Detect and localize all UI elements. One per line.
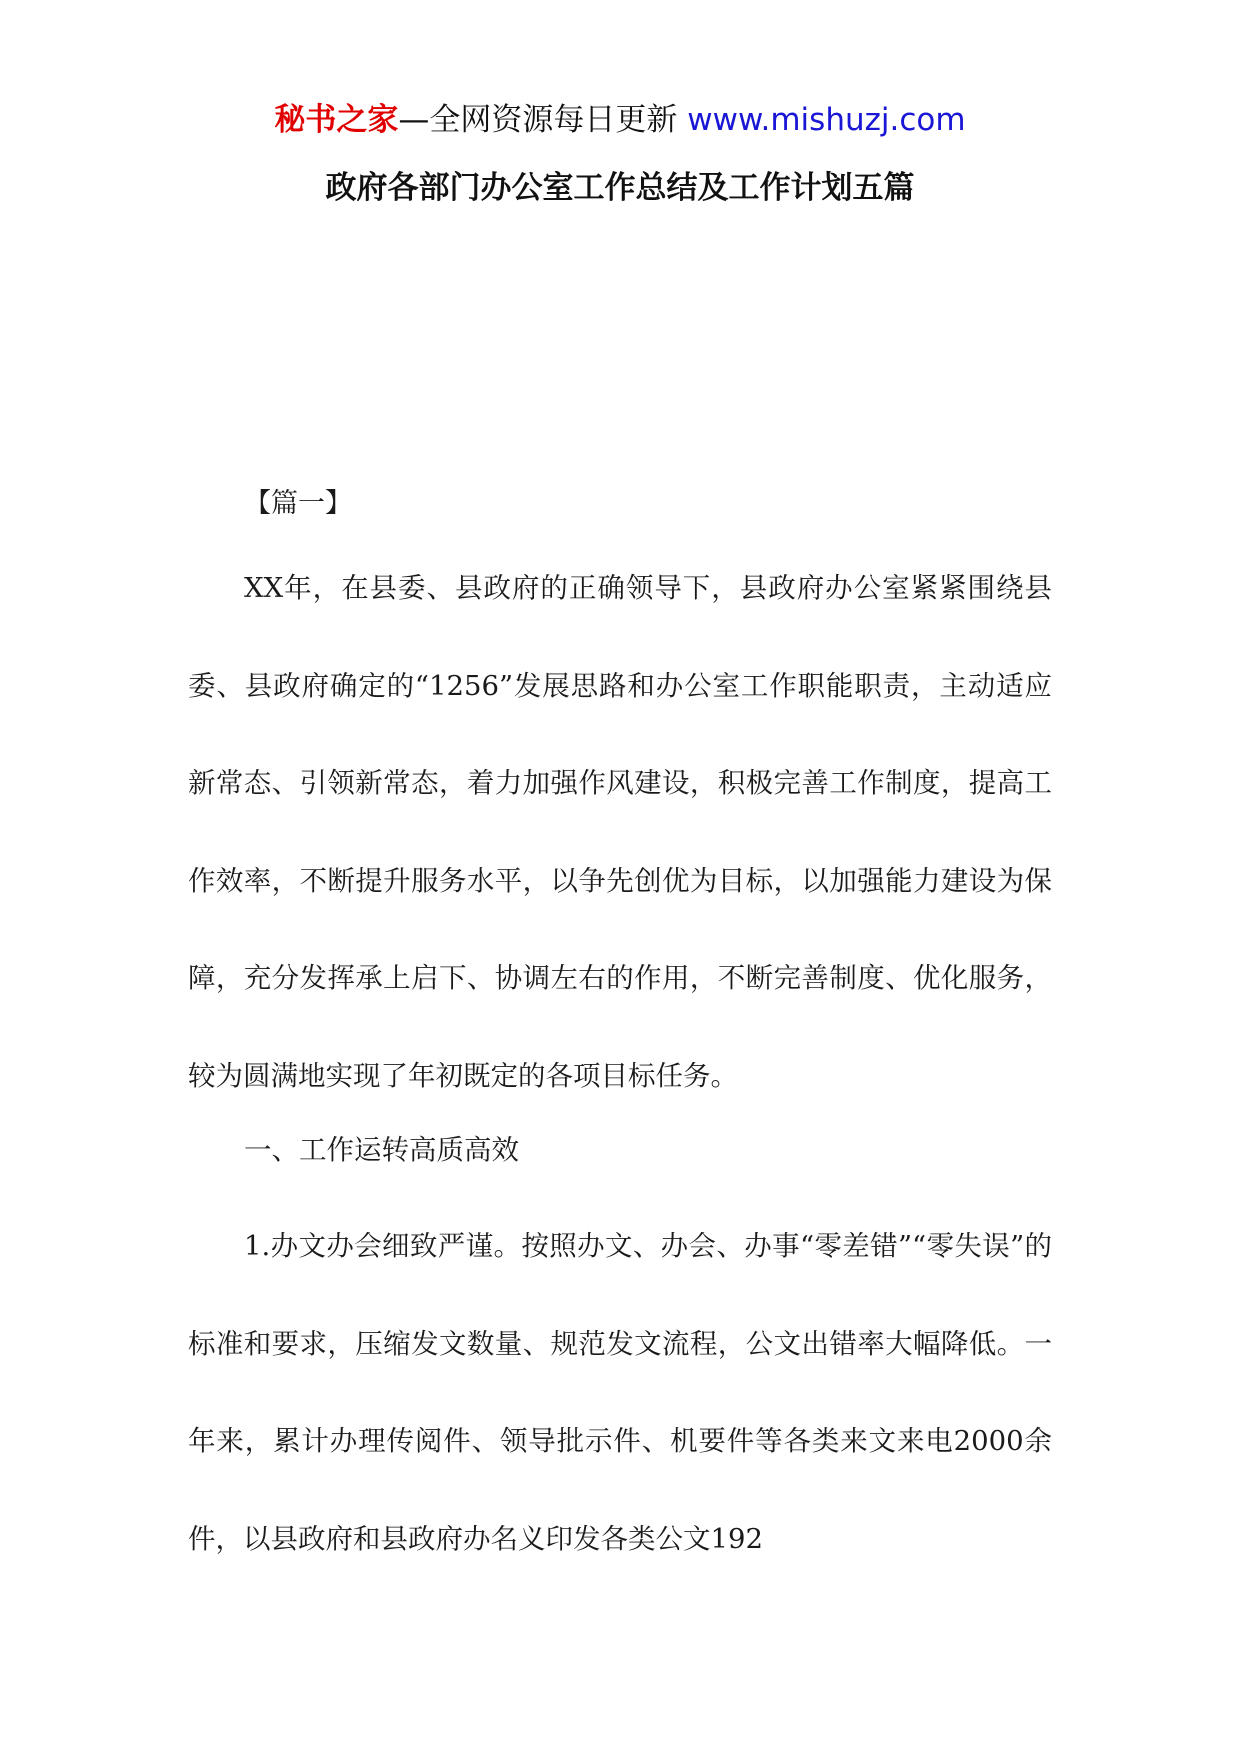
section-label: 【篇一】 [244,488,352,519]
brand-name: 秘书之家 [274,102,399,138]
body-paragraph-1: XX年，在县委、县政府的正确领导下，县政府办公室紧紧围绕县委、县政府确定的“1256”发展思路和办公室工作职能职责，主动适应新常态、引领新常态，着力加强作风建设，积极完善工作制度，提高工作效率，不断提升服务水平，以争先创优为目标，以加强能力建设为保障，充分发挥承上启下、协调左右的作用，不断完善制度、优化服务，较为圆满地实现了年初既定的各项目标任务。 [188,572,1052,1092]
header-tagline: —全网资源每日更新 [398,102,678,138]
body-paragraph-2: 1.办文办会细致严谨。按照办文、办会、办事“零差错”“零失误”的标准和要求，压缩发文数量、规范发文流程，公文出错率大幅降低。一年来，累计办理传阅件、领导批示件、机要件等各类来文来电2000余件，以县政府和县政府办名义印发各类公文192 [188,1230,1052,1555]
document-title: 政府各部门办公室工作总结及工作计划五篇 [325,170,915,206]
site-header [0,100,1240,140]
section-heading-1: 一、工作运转高质高效 [244,1134,519,1166]
site-url-link[interactable]: www.mishuzj.com [687,102,966,138]
